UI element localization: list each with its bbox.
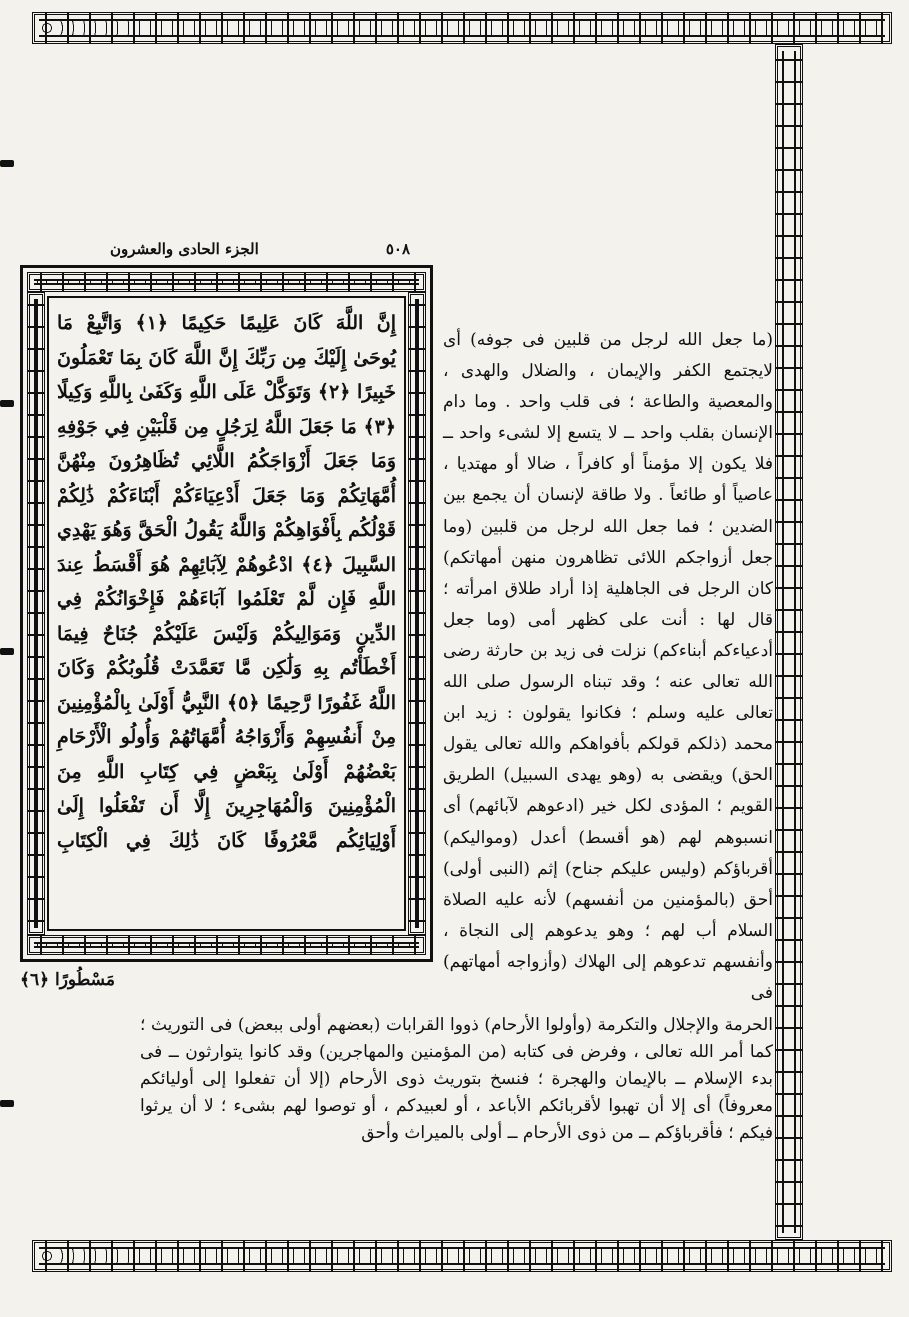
margin-mark: [0, 400, 14, 407]
page-header: [110, 240, 410, 258]
margin-mark: [0, 648, 14, 655]
quran-continuation: مَسْطُورًا ﴿٦﴾: [20, 970, 115, 990]
margin-mark: [0, 160, 14, 167]
quran-frame-right: [408, 292, 426, 935]
page-number: ٥٠٨: [385, 240, 410, 258]
quran-frame-bottom: [27, 935, 426, 955]
commentary-full-width: الحرمة والإجلال والتكرمة (وأولوا الأرحام) ذووا القرابات (بعضهم أولى ببعض) فى التوريث ؛ كما أمر الله تعالى ، وفرض فى كتابه (من المؤمنين والمهاجرين) وقد كانوا يتوارثون ــ فى بدء الإسلام ــ بالإيمان والهجرة ؛ فنسخ بتوريث ذوى الأرحام (إلا أن تفعلوا إلى أوليائكم معروفاً) أى إلا أن تهبوا لأقربائكم الأباعد ، أو لعبيدكم ، أو توصوا لهم بشىء ؛ لا أن يرثوا فيكم ؛ فأقرباؤكم ــ من ذوى الأرحام ــ أولى بالميراث وأحق: [140, 1015, 773, 1143]
quran-frame: [20, 265, 433, 962]
quran-frame-left: [27, 292, 45, 935]
margin-mark: [0, 1100, 14, 1107]
top-border: [32, 12, 892, 44]
section-title: الجزء الحادى والعشرون: [110, 240, 259, 258]
commentary-side-column: (ما جعل الله لرجل من قلبين فى جوفه) أى لايجتمع الكفر والإيمان ، والضلال والهدى ، والمعصية والطاعة ؛ فى قلب واحد . وما دام الإنسان بقلب واحد ــ لا يتسع إلا لشىء واحد ــ فلا يكون إلا مؤمناً أو كافراً ، ضالا أو مهتديا ، عاصياً أو طائعاً . ولا طاقة لإنسان أن يجمع بين الضدين ؛ فما جعل الله لرجل من قلبين (وما جعل أزواجكم اللائى تظاهرون منهن أمهاتكم) كان الرجل فى الجاهلية إذا أراد طلاق امرأته ؛ قال لها : أنت على كظهر أمى (وما جعل أدعياءكم أبناءكم) نزلت فى زيد بن حارثة رضى الله تعالى عنه ؛ وقد تبناه الرسول صلى الله تعالى عليه وسلم ؛ فكانوا يقولون : زيد ابن محمد (ذلكم قولكم بأفواهكم والله تعالى يقول الحق) ويقضى به (وهو يهدى السبيل) الطريق القويم ؛ المؤدى لكل خير (ادعوهم لآبائهم) أى انسبوهم لهم (هو أقسط) أعدل (ومواليكم) أقرباؤكم (وليس عليكم جناح) إثم (النبى أولى) أحق (بالمؤمنين من أنفسهم) لأنه عليه الصلاة السلام أب لهم ؛ وهو يدعوهم إلى النجاة ، وأنفسهم تدعوهم إلى الهلاك (وأزواجه أمهاتهم) فى: [443, 330, 773, 1003]
right-border: [775, 44, 803, 1240]
quran-verses: إِنَّ اللَّهَ كَانَ عَلِيمًا حَكِيمًا ﴿١﴾ وَاتَّبِعْ مَا يُوحَىٰ إِلَيْكَ مِن رَبِّكَ إِنَّ اللَّهَ كَانَ بِمَا تَعْمَلُونَ خَبِيرًا ﴿٢﴾ وَتَوَكَّلْ عَلَى اللَّهِ وَكَفَىٰ بِاللَّهِ وَكِيلًا ﴿٣﴾ مَا جَعَلَ اللَّهُ لِرَجُلٍ مِن قَلْبَيْنِ فِي جَوْفِهِ وَمَا جَعَلَ أَزْوَاجَكُمُ اللَّائِي تُظَاهِرُونَ مِنْهُنَّ أُمَّهَاتِكُمْ وَمَا جَعَلَ أَدْعِيَاءَكُمْ أَبْنَاءَكُمْ ذَٰلِكُمْ قَوْلُكُم بِأَفْوَاهِكُمْ وَاللَّهُ يَقُولُ الْحَقَّ وَهُوَ يَهْدِي السَّبِيلَ ﴿٤﴾ ادْعُوهُمْ لِآبَائِهِمْ هُوَ أَقْسَطُ عِندَ اللَّهِ فَإِن لَّمْ تَعْلَمُوا آبَاءَهُمْ فَإِخْوَانُكُمْ فِي الدِّينِ وَمَوَالِيكُمْ وَلَيْسَ عَلَيْكُمْ جُنَاحٌ فِيمَا أَخْطَأْتُم بِهِ وَلَٰكِن مَّا تَعَمَّدَتْ قُلُوبُكُمْ وَكَانَ اللَّهُ غَفُورًا رَّحِيمًا ﴿٥﴾ النَّبِيُّ أَوْلَىٰ بِالْمُؤْمِنِينَ مِنْ أَنفُسِهِمْ وَأَزْوَاجُهُ أُمَّهَاتُهُمْ وَأُولُو الْأَرْحَامِ بَعْضُهُمْ أَوْلَىٰ بِبَعْضٍ فِي كِتَابِ اللَّهِ مِنَ الْمُؤْمِنِينَ وَالْمُهَاجِرِينَ إِلَّا أَن تَفْعَلُوا إِلَىٰ أَوْلِيَائِكُم مَّعْرُوفًا كَانَ ذَٰلِكَ فِي الْكِتَابِ: [57, 312, 397, 852]
quran-text-area: [47, 296, 406, 931]
bottom-border: [32, 1240, 892, 1272]
quran-frame-top: [27, 272, 426, 292]
